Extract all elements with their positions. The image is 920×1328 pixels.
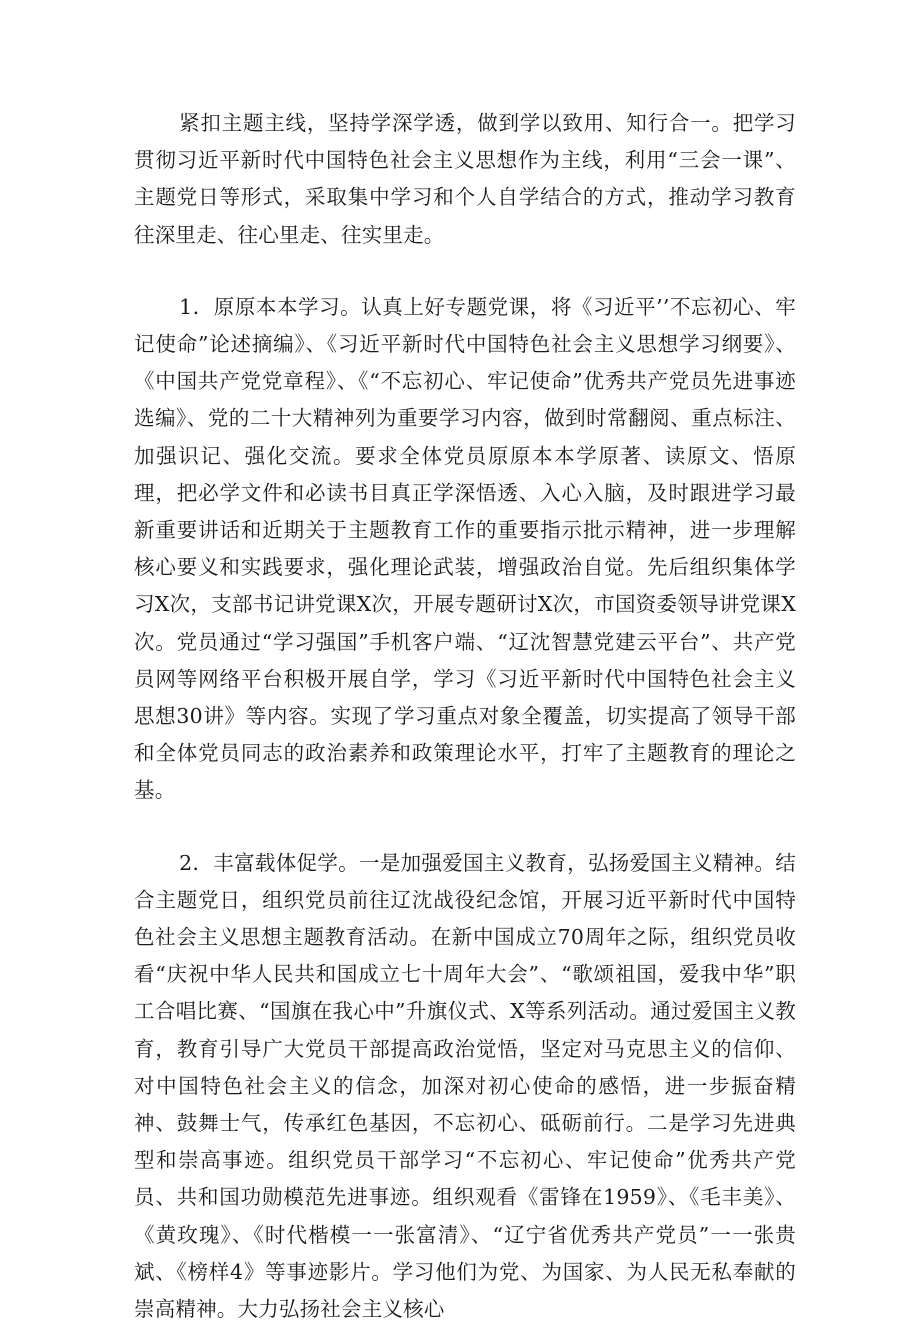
paragraph-gap [134,254,796,289]
document-body [134,105,796,1328]
paragraph-gap [134,810,796,845]
paragraph-section-1: 1．原原本本学习。认真上好专题党课，将《习近平’’不忘初心、牢记使命”论述摘编》、《习近平新时代中国特色社会主义思想学习纲要》、《中国共产党党章程》、《“不忘初心、牢记使命”优秀共产党员先进事迹选编》、党的二十大精神列为重要学习内容，做到时常翻阅、重点标注、加强识记、强化交流。要求全体党员原原本本学原著、读原文、悟原理，把必学文件和必读书目真正学深悟透、入心入脑，及时跟进学习最新重要讲话和近期关于主题教育工作的重要指示批示精神，进一步理解核心要义和实践要求，强化理论武装，增强政治自觉。先后组织集体学习X次，支部书记讲党课X次，开展专题研讨X次，市国资委领导讲党课X次。党员通过“学习强国”手机客户端、“辽沈智慧党建云平台”、共产党员网等网络平台积极开展自学，学习《习近平新时代中国特色社会主义思想30讲》等内容。实现了学习重点对象全覆盖，切实提高了领导干部和全体党员同志的政治素养和政策理论水平，打牢了主题教育的理论之基。 [134,294,796,803]
paragraph-intro: 紧扣主题主线，坚持学深学透，做到学以致用、知行合一。把学习贯彻习近平新时代中国特色社会主义思想作为主线，利用“三会一课”、主题党日等形式，采取集中学习和个人自学结合的方式，推动学习教育往深里走、往心里走、往实里走。 [134,111,796,247]
paragraph-section-2: 2．丰富载体促学。一是加强爱国主义教育，弘扬爱国主义精神。结合主题党日，组织党员前往辽沈战役纪念馆，开展习近平新时代中国特色社会主义思想主题教育活动。在新中国成立70周年之际，组织党员收看“庆祝中华人民共和国成立七十周年大会”、“歌颂祖国，爱我中华”职工合唱比赛、“国旗在我心中”升旗仪式、X等系列活动。通过爱国主义教育，教育引导广大党员干部提高政治觉悟，坚定对马克思主义的信仰、对中国特色社会主义的信念，加深对初心使命的感悟，进一步振奋精神、鼓舞士气，传承红色基因，不忘初心、砥砺前行。二是学习先进典型和崇高事迹。组织党员干部学习“不忘初心、牢记使命”优秀共产党员、共和国功勋模范先进事迹。组织观看《雷锋在1959》、《毛丰美》、《黄玫瑰》、《时代楷模一一张富清》、“辽宁省优秀共产党员”一一张贵斌、《榜样4》等事迹影片。学习他们为党、为国家、为人民无私奉献的崇高精神。大力弘扬社会主义核心 [134,850,796,1322]
